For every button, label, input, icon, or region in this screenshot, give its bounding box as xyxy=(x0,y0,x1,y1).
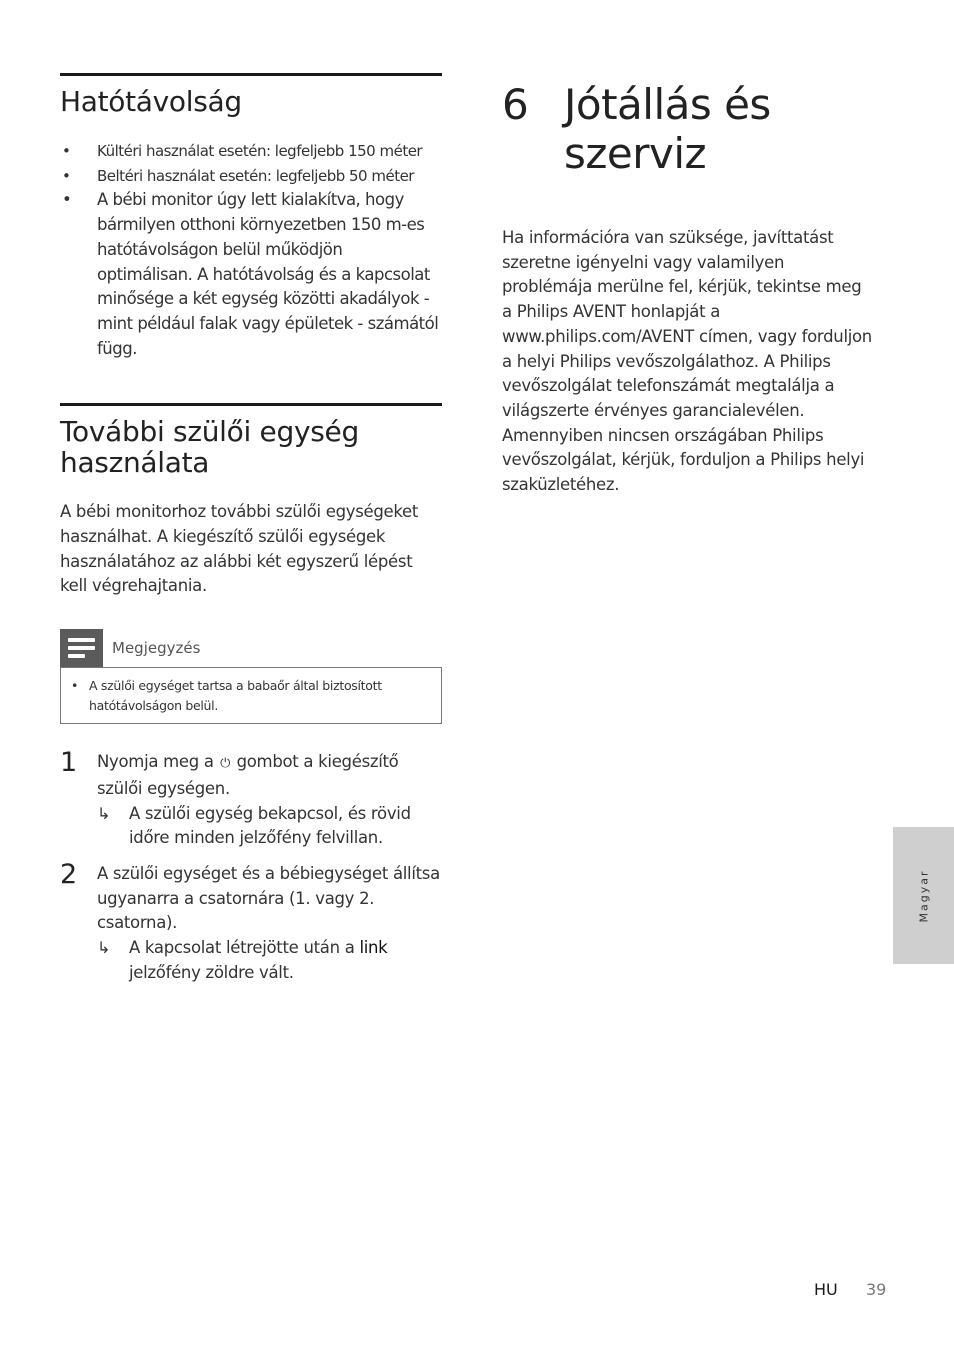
note-block xyxy=(60,629,442,724)
list-item: • Kültéri használat esetén: legfeljebb 150 méter xyxy=(60,139,442,164)
right-column xyxy=(502,80,882,498)
step-text-after: gombot a kiegészítő szülői egységen. xyxy=(97,752,399,798)
chapter-title: Jótállás és szerviz xyxy=(564,80,771,178)
link-keyword: link xyxy=(359,938,388,958)
left-column xyxy=(60,73,442,985)
section-rule xyxy=(60,403,442,406)
result-arrow-icon: ↳ xyxy=(97,938,111,958)
section-rule xyxy=(60,73,442,76)
step-text: A szülői egységet és a bébiegységet állítsa ugyanarra a csatornára (1. vagy 2. csatorna). xyxy=(97,863,440,933)
section-title-parent-unit: További szülői egység használata xyxy=(60,415,359,480)
note-box xyxy=(60,667,442,724)
chapter-number: 6 xyxy=(502,80,529,129)
step-number: 2 xyxy=(60,858,78,890)
chapter-heading xyxy=(502,80,882,178)
step-body xyxy=(97,862,442,986)
chapter-body: Ha információra van szüksége, javíttatást szeretne igényelni vagy valamilyen problémája merülne fel, kérjük, tekintse meg a Philips AVENT honlapját a www.philips.com/AVENT címen, vagy forduljon a helyi Philips vevőszolgálathoz. A Philips vevőszolgálat telefonszámát megtalálja a világszerte érvényes garancialevélen. Amennyiben nincsen országában Philips vevőszolgálat, kérjük, forduljon a Philips helyi szaküzletéhez. xyxy=(502,228,872,495)
result-text-before: A kapcsolat létrejötte után a xyxy=(129,938,355,958)
power-icon: ⏻ xyxy=(220,756,231,772)
step-result-text: A szülői egység bekapcsol, és rövid időre minden jelzőfény felvillan. xyxy=(129,803,411,848)
note-header xyxy=(60,629,442,667)
language-side-tab xyxy=(893,827,954,964)
step-result-text xyxy=(129,936,442,985)
page-number: 39 xyxy=(866,1280,887,1299)
step-result xyxy=(97,936,442,985)
footer-language: HU xyxy=(814,1280,838,1299)
step-body xyxy=(97,750,442,851)
step-1 xyxy=(60,747,442,851)
step-2 xyxy=(60,858,442,986)
parent-unit-intro: A bébi monitorhoz további szülői egységeket használhat. A kiegészítő szülői egységek használatához az alábbi két egyszerű lépést kell végrehajtania. xyxy=(60,502,419,596)
step-number: 1 xyxy=(60,747,78,779)
step-text-before: Nyomja meg a xyxy=(97,752,214,772)
step-text xyxy=(97,750,442,801)
list-item: • A bébi monitor úgy lett kialakítva, hogy bármilyen otthoni környezetben 150 m-es hatótávolságon belül működjön optimálisan. A hatótávolság és a kapcsolat minősége a két egység közötti akadályok - mint például falak vagy épületek - számától függ. xyxy=(60,188,442,361)
side-tab-label: Magyar xyxy=(917,869,930,922)
note-icon xyxy=(60,629,103,667)
result-arrow-icon: ↳ xyxy=(97,803,111,823)
note-item: • A szülői egységet tartsa a babaőr által biztosított hatótávolságon belül. xyxy=(71,676,431,715)
range-bullet-list xyxy=(60,139,442,361)
note-label: Megjegyzés xyxy=(112,639,201,658)
section-title-range: Hatótávolság xyxy=(60,85,242,118)
step-result xyxy=(97,802,442,851)
result-text-after: jelzőfény zöldre vált. xyxy=(129,962,294,982)
list-item: • Beltéri használat esetén: legfeljebb 50 méter xyxy=(60,164,442,189)
